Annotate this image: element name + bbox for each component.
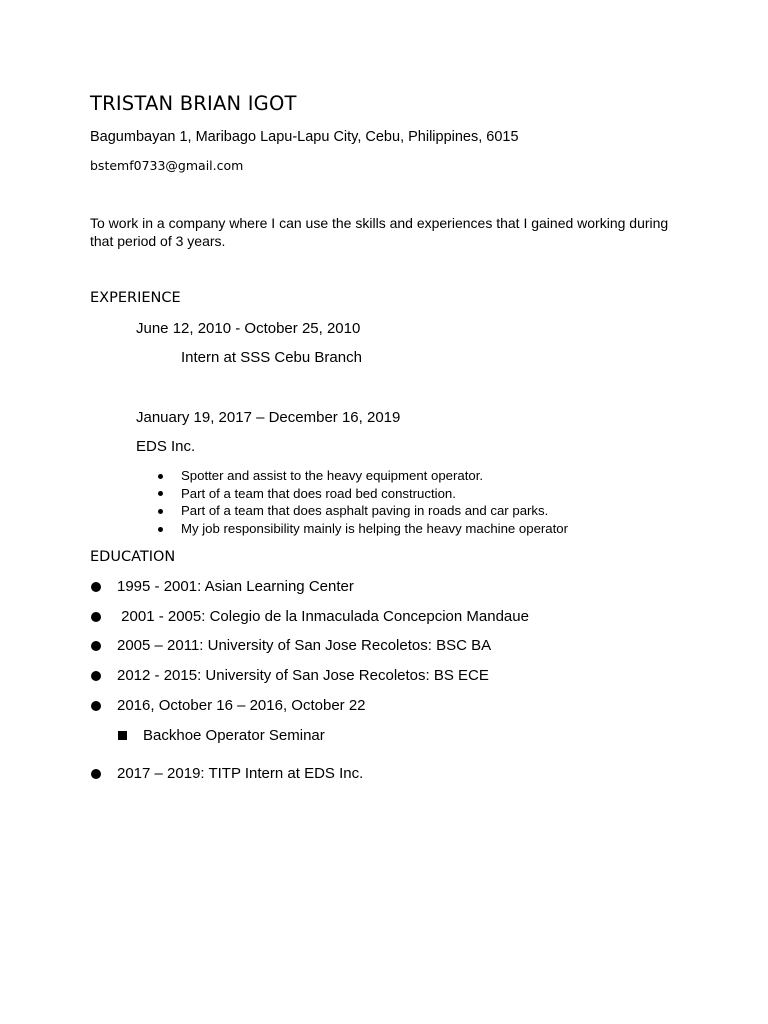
square-bullet-icon <box>118 731 127 740</box>
education-entry: 2005 – 2011: University of San Jose Recoletos: BSC BA <box>117 637 492 654</box>
education-entry: 2017 – 2019: TITP Intern at EDS Inc. <box>117 765 364 782</box>
job-company: EDS Inc. <box>136 438 196 455</box>
job-dates: January 19, 2017 – December 16, 2019 <box>136 409 401 426</box>
bullet-icon <box>158 491 163 496</box>
job-role: Intern at SSS Cebu Branch <box>181 349 362 366</box>
bullet-icon <box>91 769 101 779</box>
bullet-icon <box>91 582 101 592</box>
experience-heading: EXPERIENCE <box>90 290 181 306</box>
education-entry: 2012 - 2015: University of San Jose Recoletos: BS ECE <box>117 667 489 684</box>
applicant-address: Bagumbayan 1, Maribago Lapu-Lapu City, Cebu, Philippines, 6015 <box>90 129 519 145</box>
job-duties-list <box>158 467 568 538</box>
education-heading: EDUCATION <box>90 549 176 565</box>
education-entry: 2016, October 16 – 2016, October 22 <box>117 697 366 714</box>
bullet-icon <box>158 509 163 514</box>
bullet-icon <box>158 527 163 532</box>
list-item <box>158 485 568 503</box>
list-item <box>158 520 568 538</box>
duty-text: Part of a team that does road bed construction. <box>181 485 456 501</box>
job-dates: June 12, 2010 - October 25, 2010 <box>136 320 361 337</box>
education-sub-entry: Backhoe Operator Seminar <box>143 727 325 744</box>
duty-text: My job responsibility mainly is helping the heavy machine operator <box>181 521 569 537</box>
bullet-icon <box>158 474 163 479</box>
education-entry: 2001 - 2005: Colegio de la Inmaculada Concepcion Mandaue <box>117 608 529 625</box>
duty-text: Spotter and assist to the heavy equipment operator. <box>181 468 484 483</box>
bullet-icon <box>91 641 101 651</box>
applicant-name: TRISTAN BRIAN IGOT <box>90 92 297 115</box>
bullet-icon <box>91 612 101 622</box>
list-item <box>158 467 568 485</box>
objective-statement: To work in a company where I can use the skills and experiences that I gained working during that period of 3 years. <box>90 215 669 249</box>
bullet-icon <box>91 701 101 711</box>
duty-text: Part of a team that does asphalt paving in roads and car parks. <box>181 503 549 519</box>
bullet-icon <box>91 671 101 681</box>
education-entry: 1995 - 2001: Asian Learning Center <box>117 578 354 595</box>
list-item <box>158 502 568 520</box>
applicant-email: bstemf0733@gmail.com <box>90 158 244 173</box>
